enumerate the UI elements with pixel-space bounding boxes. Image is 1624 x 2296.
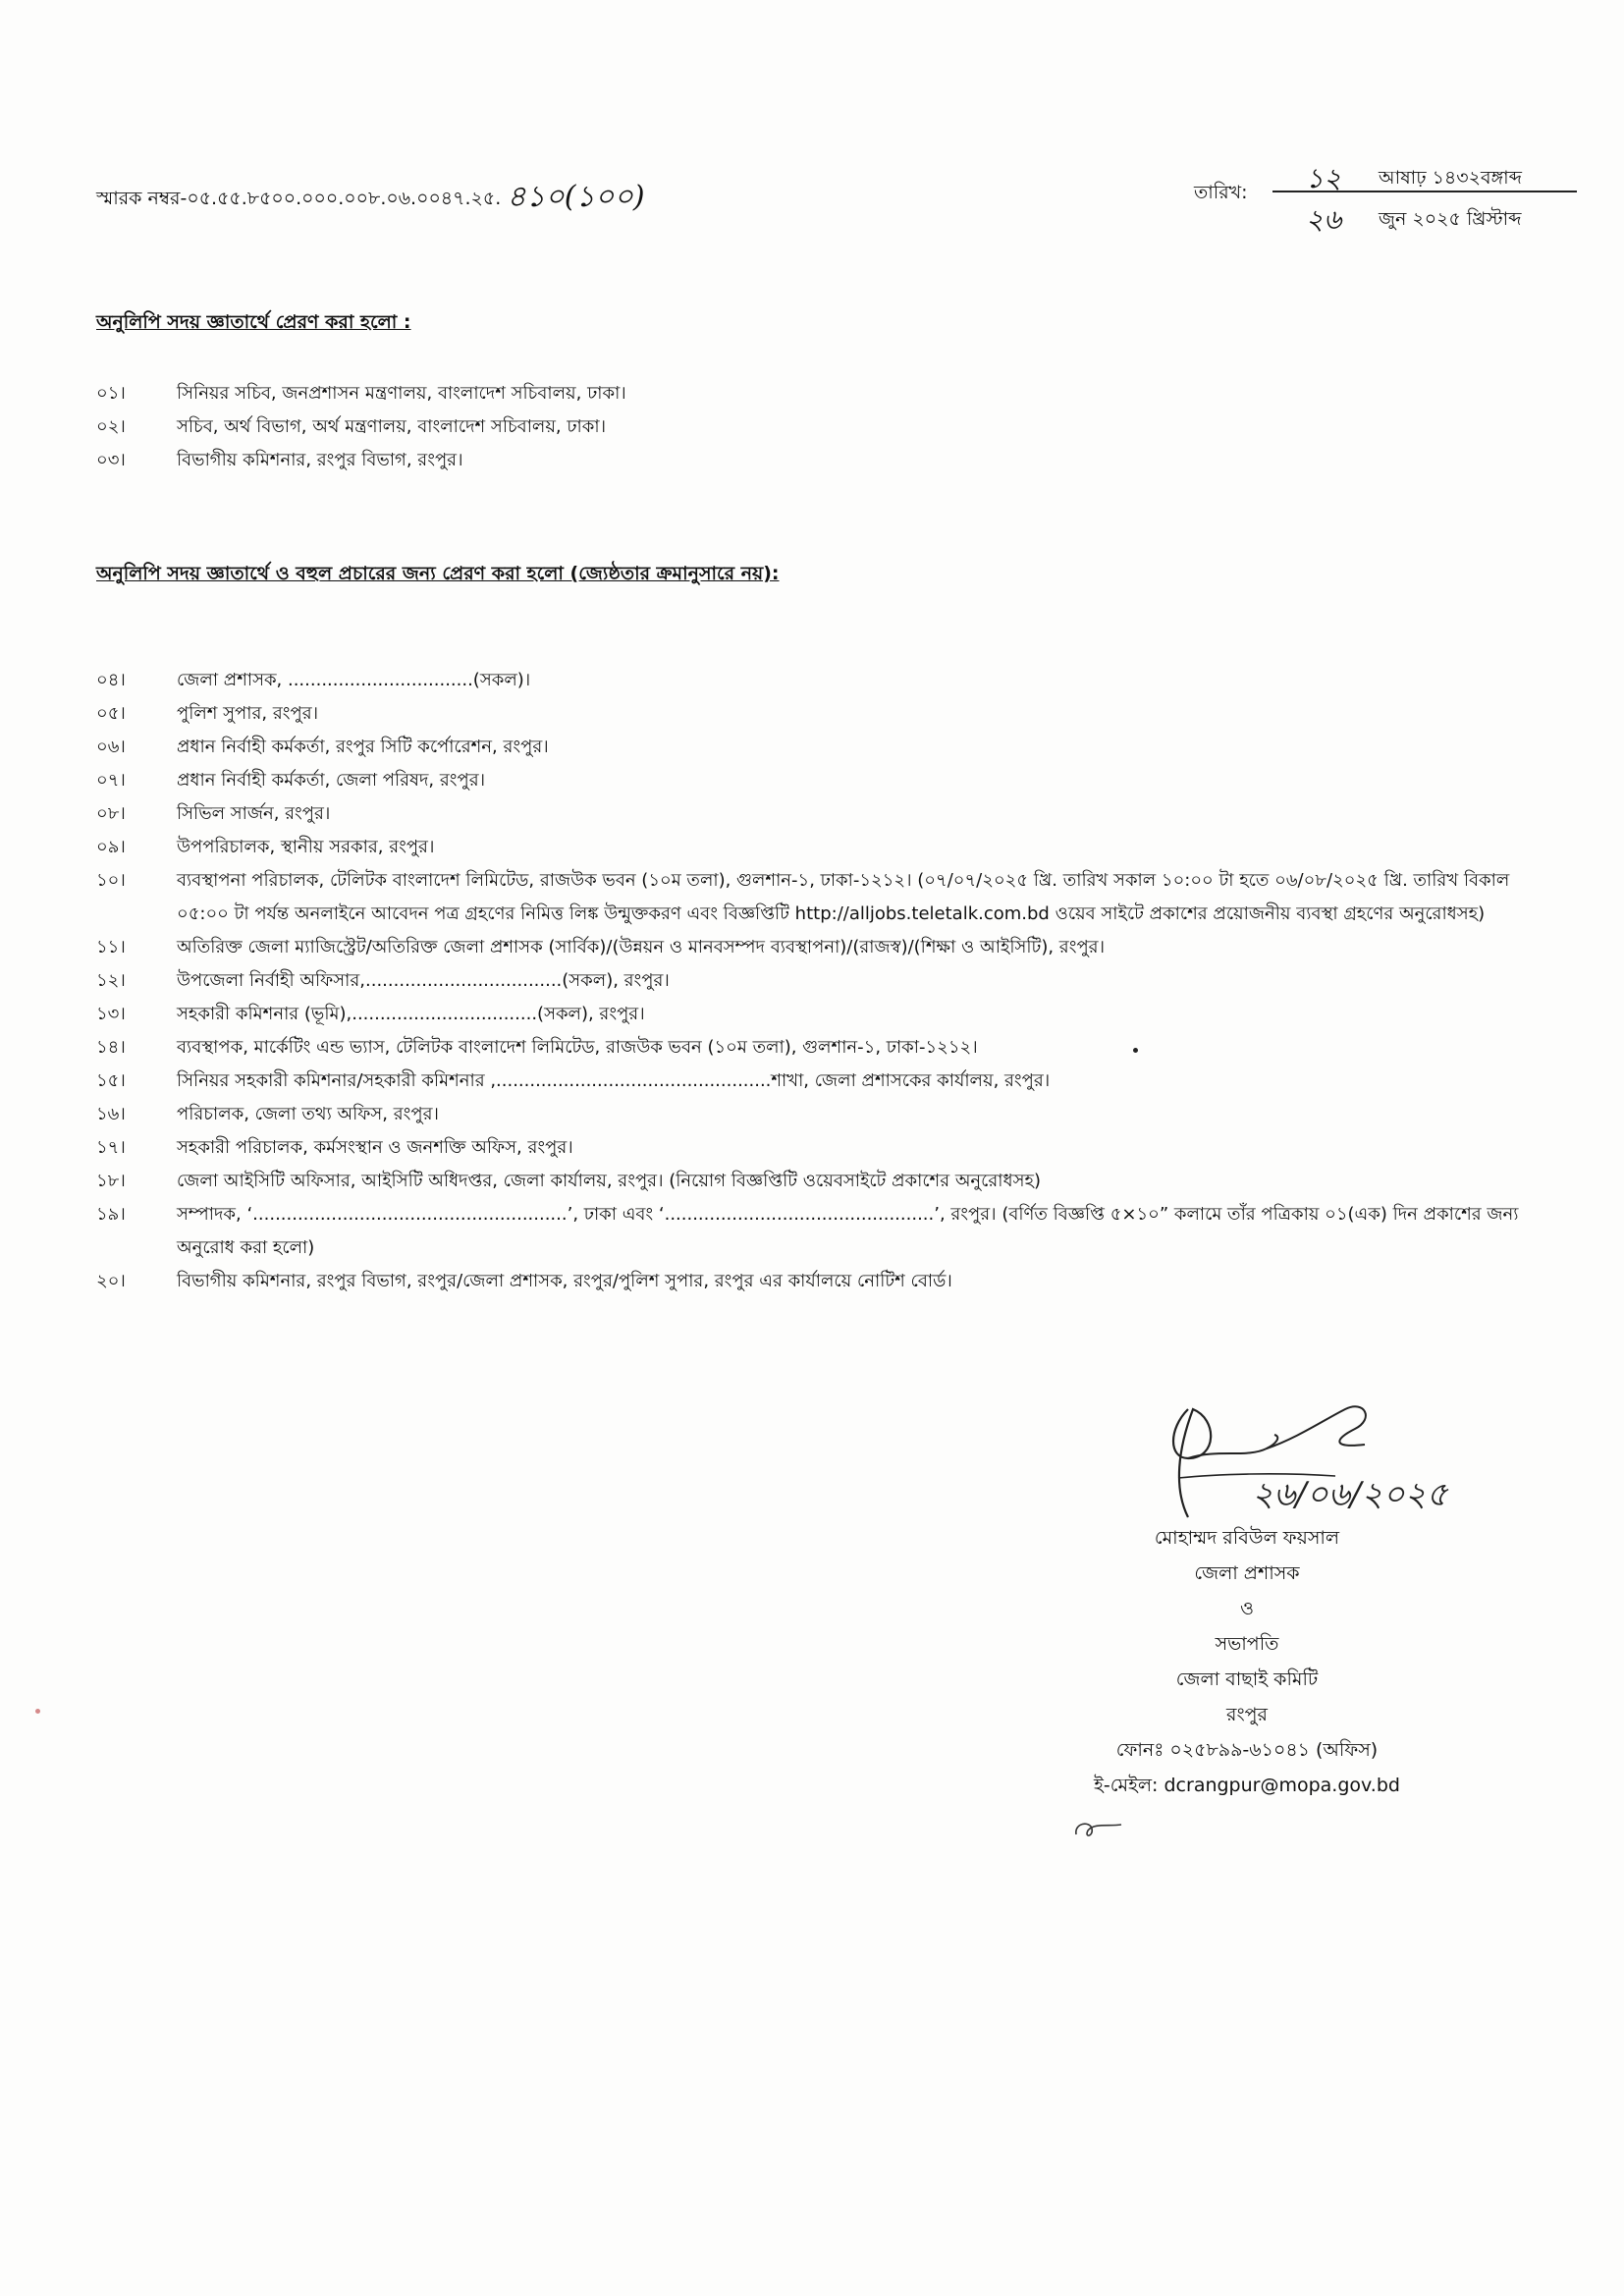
item-text: সিনিয়র সহকারী কমিশনার/সহকারী কমিশনার ,.................................................শাখা, জেলা প্রশাসকের কার্যালয়, রংপুর। <box>177 1070 1051 1091</box>
item-number: ০৮। <box>96 803 126 824</box>
item-number: ১৩। <box>96 1004 126 1024</box>
section2-heading: অনুলিপি সদয় জ্ঞাতার্থে ও বহুল প্রচারের জন্য প্রেরণ করা হলো (জ্যেষ্ঠতার ক্রমানুসারে নয়): <box>96 563 780 584</box>
signatory-phone: ফোনঃ ০২৫৮৯৯-৬১০৪১ (অফিস) <box>1115 1739 1379 1761</box>
handwritten-initials <box>1070 1815 1129 1844</box>
item-number: ১০। <box>96 870 126 891</box>
item-number: ০২। <box>96 416 126 437</box>
bangla-date <box>1274 157 1589 203</box>
list-item <box>96 1065 1549 1098</box>
item-text: উপপরিচালক, স্থানীয় সরকার, রংপুর। <box>177 837 435 857</box>
item-text: সহকারী পরিচালক, কর্মসংস্থান ও জনশক্তি অফিস, রংপুর। <box>177 1137 573 1158</box>
list-item <box>96 831 1549 864</box>
item-text: সচিব, অর্থ বিভাগ, অর্থ মন্ত্রণালয়, বাংলাদেশ সচিবালয়, ঢাকা। <box>177 416 607 437</box>
list-item <box>96 964 1549 998</box>
signatory-email: ই-মেইল: dcrangpur@mopa.gov.bd <box>1094 1775 1400 1796</box>
item-text: সিনিয়র সচিব, জনপ্রশাসন মন্ত্রণালয়, বাংলাদেশ সচিবালয়, ঢাকা। <box>177 383 626 404</box>
list-item <box>96 797 1549 831</box>
english-date <box>1274 198 1589 245</box>
bangla-month-year: আষাঢ় ১৪৩২বঙ্গাব্দ <box>1379 167 1522 189</box>
section1-heading: অনুলিপি সদয় জ্ঞাতার্থে প্রেরণ করা হলো : <box>96 311 411 333</box>
item-text: উপজেলা নির্বাহী অফিসার,...................................(সকল), রংপুর। <box>177 970 670 991</box>
list-item <box>96 998 1549 1031</box>
item-text: পুলিশ সুপার, রংপুর। <box>177 703 319 724</box>
item-number: ১৮। <box>96 1171 126 1191</box>
date-block <box>1194 151 1587 236</box>
list-item <box>96 764 1549 797</box>
item-number: ২০। <box>96 1271 126 1291</box>
item-number: ১৯। <box>96 1204 126 1225</box>
item-text: পরিচালক, জেলা তথ্য অফিস, রংপুর। <box>177 1104 439 1124</box>
list-item <box>96 1265 1549 1298</box>
list-item <box>96 697 1549 731</box>
memo-handwritten-number: ৪১০(১০০) <box>507 180 645 214</box>
signatory-block <box>1021 1520 1473 1803</box>
list-item <box>96 377 1549 410</box>
item-text: প্রধান নির্বাহী কর্মকর্তা, জেলা পরিষদ, রংপুর। <box>177 770 486 791</box>
item-text: অতিরিক্ত জেলা ম্যাজিস্ট্রেট/অতিরিক্ত জেলা প্রশাসক (সার্বিক)/(উন্নয়ন ও মানবসম্পদ ব্যবস্থাপনা)/(রাজস্ব)/(শিক্ষা ও আইসিটি), রংপুর। <box>177 937 1106 957</box>
english-day: ২৬ <box>1305 203 1342 236</box>
signatory-place: রংপুর <box>1226 1704 1268 1725</box>
list-item <box>96 1031 1549 1065</box>
item-text: বিভাগীয় কমিশনার, রংপুর বিভাগ, রংপুর। <box>177 450 463 470</box>
item-text: প্রধান নির্বাহী কর্মকর্তা, রংপুর সিটি কর্পোরেশন, রংপুর। <box>177 737 549 757</box>
item-number: ১৬। <box>96 1104 126 1124</box>
item-number: ০৯। <box>96 837 126 857</box>
item-number: ১১। <box>96 937 126 957</box>
item-text: ব্যবস্থাপক, মার্কেটিং এন্ড ভ্যাস, টেলিটক বাংলাদেশ লিমিটেড, রাজউক ভবন (১০ম তলা), গুলশান-১, ঢাকা-১২১২। <box>177 1037 978 1058</box>
memo-label: স্মারক নম্বর-০৫.৫৫.৮৫০০.০০০.০০৮.০৬.০০৪৭.২৫. <box>96 188 502 209</box>
list-item <box>96 1131 1549 1165</box>
list-item <box>96 1198 1549 1265</box>
list-item <box>96 731 1549 764</box>
item-text: সহকারী কমিশনার (ভূমি),.................................(সকল), রংপুর। <box>177 1004 645 1024</box>
item-text: বিভাগীয় কমিশনার, রংপুর বিভাগ, রংপুর/জেলা প্রশাসক, রংপুর/পুলিশ সুপার, রংপুর এর কার্যালয়ে নোটিশ বোর্ড। <box>177 1271 952 1291</box>
list-item <box>96 1165 1549 1198</box>
item-text: জেলা আইসিটি অফিসার, আইসিটি অধিদপ্তর, জেলা কার্যালয়, রংপুর। (নিয়োগ বিজ্ঞপ্তিটি ওয়েবসাইটে প্রকাশের অনুরোধসহ) <box>177 1171 1041 1191</box>
date-label: তারিখ: <box>1194 182 1248 203</box>
item-number: ০৩। <box>96 450 126 470</box>
signatory-conjunction: ও <box>1240 1598 1254 1619</box>
item-text: ব্যবস্থাপনা পরিচালক, টেলিটক বাংলাদেশ লিমিটেড, রাজউক ভবন (১০ম তলা), গুলশান-১, ঢাকা-১২১২। (০৭/০৭/২০২৫ খ্রি. তারিখ সকাল ১০:০০ টা হতে ০৬/০৮/২০২৫ খ্রি. তারিখ বিকাল ০৫:০০ টা পর্যন্ত অনলাইনে আবেদন পত্র গ্রহণের নিমিত্ত লিঙ্ক উন্মুক্তকরণ এবং বিজ্ঞপ্তিটি http://alljobs.teletalk.com.bd ওয়েব সাইটে প্রকাশের প্রয়োজনীয় ব্যবস্থা গ্রহণের অনুরোধসহ) <box>177 870 1510 924</box>
item-number: ১৪। <box>96 1037 126 1058</box>
section1-list <box>96 377 1549 477</box>
english-month-year: জুন ২০২৫ খ্রিস্টাব্দ <box>1379 208 1522 230</box>
item-number: ১৫। <box>96 1070 126 1091</box>
item-number: ০৪। <box>96 670 126 690</box>
item-number: ০৬। <box>96 737 126 757</box>
bangla-day: ১২ <box>1305 162 1342 194</box>
list-item <box>96 410 1549 444</box>
item-text: সিভিল সার্জন, রংপুর। <box>177 803 331 824</box>
signature-date: ২৬/০৬/২০২৫ <box>1252 1475 1448 1514</box>
signatory-designation2: সভাপতি <box>1215 1633 1279 1655</box>
signatory-name: মোহাম্মদ রবিউল ফয়সাল <box>1154 1527 1340 1549</box>
list-item <box>96 664 1549 697</box>
item-number: ১৭। <box>96 1137 126 1158</box>
signatory-designation1: জেলা প্রশাসক <box>1194 1562 1300 1584</box>
item-text: সম্পাদক, ‘........................................................’, ঢাকা এবং ‘................................................’, রংপুর। (বর্ণিত বিজ্ঞপ্তি ৫×১০” কলামে তাঁর পত্রিকায় ০১(এক) দিন প্রকাশের জন্য অনুরোধ করা হলো) <box>177 1204 1519 1258</box>
memo-number <box>96 173 645 223</box>
section2-list <box>96 664 1549 1298</box>
item-number: ০৭। <box>96 770 126 791</box>
signatory-committee: জেলা বাছাই কমিটি <box>1175 1668 1319 1690</box>
item-number: ০১। <box>96 383 126 404</box>
item-number: ১২। <box>96 970 126 991</box>
list-item <box>96 931 1549 964</box>
paper-speck <box>35 1709 40 1714</box>
item-number: ০৫। <box>96 703 126 724</box>
item-text: জেলা প্রশাসক, .................................(সকল)। <box>177 670 531 690</box>
ink-dot <box>1133 1048 1138 1053</box>
handwritten-signature <box>1159 1390 1453 1537</box>
list-item <box>96 1098 1549 1131</box>
list-item <box>96 864 1549 931</box>
list-item <box>96 444 1549 477</box>
